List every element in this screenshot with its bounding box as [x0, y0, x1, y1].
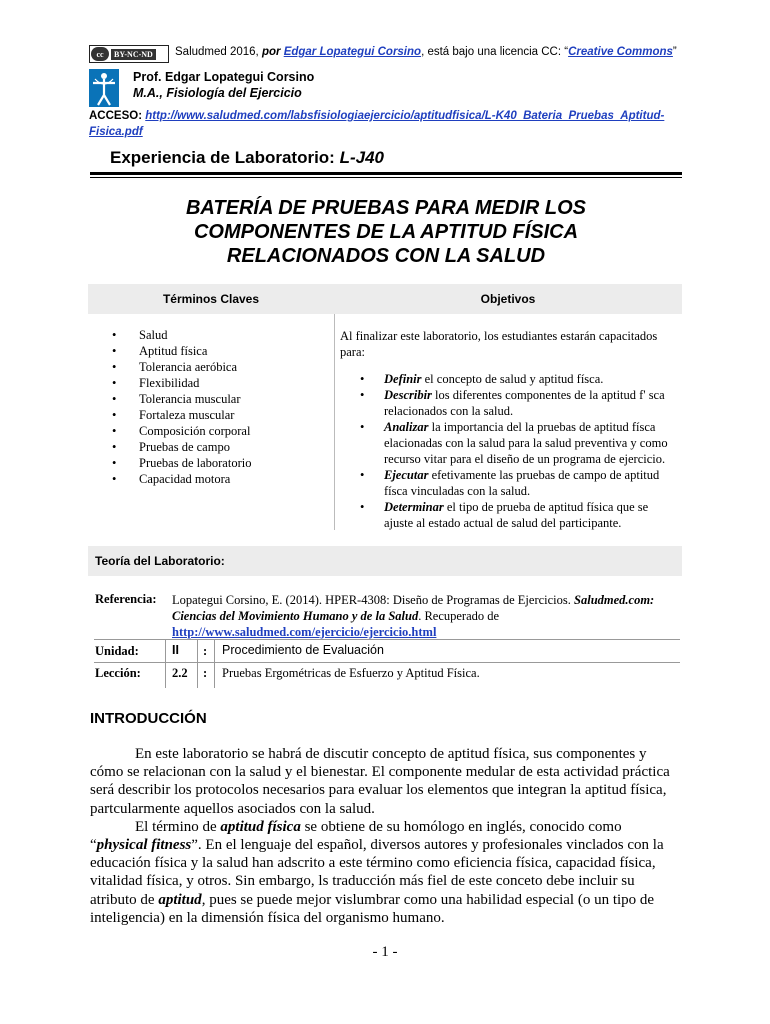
paragraph: El término de aptitud física se obtiene de su homólogo en inglés, conocido como “physical fitness”. En el lenguaje del español, diversos autores y profesionales vinclados con la educación física y la salud han adscrito a este término como eficiencia física, capacidad física, vitalidad física, y otros. Sin embargo, ls traducción más fiel de este conceto debe incluir su atributo de aptitud, pues se puede mejor vislumbrar como una habilidad especial (o un tipo de inteligencia) en la dimensión física del organismo humano.: [90, 818, 664, 926]
objectives-list: [360, 371, 680, 531]
reference-label: Referencia:: [95, 592, 157, 606]
introduction-heading: INTRODUCCIÓN: [90, 710, 207, 727]
access-link-continued[interactable]: Fisica.pdf: [89, 126, 143, 138]
objectives-header: Objetivos: [480, 292, 536, 306]
author-link[interactable]: Edgar Lopategui Corsino: [283, 46, 422, 58]
column-divider: [334, 314, 335, 530]
col-divider: [165, 640, 166, 688]
list-item: • Describir los diferentes componentes de la aptitud f' sca relacionados con la salud.: [360, 387, 680, 419]
unit-value: II: [172, 643, 179, 657]
list-item: • Determinar el tipo de prueba de aptitud física que se ajuste al estado actual de salud del participante.: [360, 499, 680, 531]
access-link[interactable]: http://www.saludmed.com/labsfisiologiaejercicio/aptitudfisica/L-K40_Bateria_Pruebas_Aptitud-: [145, 110, 665, 122]
access-url: ACCESO: http://www.saludmed.com/labsfisiologiaejercicio/aptitudfisica/L-K40_Bateria_Pruebas_Aptitud- Fisica.pdf: [89, 110, 665, 138]
lesson-label: Lección:: [95, 666, 141, 680]
saludmed-logo: [89, 69, 119, 107]
unit-colon: :: [203, 644, 208, 658]
key-terms-list: [112, 327, 251, 487]
theory-header: Teoría del Laboratorio:: [95, 554, 225, 568]
unit-description: Procedimiento de Evaluación: [222, 643, 384, 657]
cc-icon: cc: [91, 47, 109, 61]
list-item: • Tolerancia aeróbica: [112, 359, 251, 375]
col-divider: [197, 640, 198, 688]
creative-commons-link[interactable]: Creative Commons: [568, 46, 673, 58]
title-rule-thin: [90, 177, 682, 178]
list-item: • Pruebas de campo: [112, 439, 251, 455]
list-item: • Fortaleza muscular: [112, 407, 251, 423]
lab-title: Experiencia de Laboratorio: L-J40: [110, 148, 384, 167]
license-text: Saludmed 2016, por Edgar Lopategui Corsino, está bajo una licencia CC: “Creative Commons”: [175, 46, 677, 58]
author-name: Prof. Edgar Lopategui Corsino: [133, 70, 315, 84]
list-item: • Pruebas de laboratorio: [112, 455, 251, 471]
cc-by-label: BY-NC-ND: [111, 49, 156, 60]
row-divider: [94, 639, 680, 640]
list-item: • Aptitud física: [112, 343, 251, 359]
list-item: • Capacidad motora: [112, 471, 251, 487]
objectives-intro: Al finalizar este laboratorio, los estudiantes estarán capacitados para:: [340, 329, 658, 359]
list-item: • Composición corporal: [112, 423, 251, 439]
list-item: • Flexibilidad: [112, 375, 251, 391]
reference-link[interactable]: http://www.saludmed.com/ejercicio/ejercicio.html: [172, 625, 437, 639]
terms-header: Términos Claves: [162, 292, 260, 306]
license-line: [89, 43, 677, 65]
lesson-value: 2.2: [172, 666, 188, 680]
list-item: • Analizar la importancia del la pruebas de aptitud físca elacionadas con la salud para la salud preventiva y como recurso vitar para el diseño de un programa de ejercicio.: [360, 419, 680, 467]
row-divider: [94, 662, 680, 663]
author-title: M.A., Fisiología del Ejercicio: [133, 86, 302, 100]
list-item: • Ejecutar efetivamente las pruebas de campo de aptitud físca vinculadas con la salud.: [360, 467, 680, 499]
list-item: • Salud: [112, 327, 251, 343]
lesson-description: Pruebas Ergométricas de Esfuerzo y Aptitud Física.: [222, 666, 480, 680]
paragraph: En este laboratorio se habrá de discutir concepto de aptitud física, sus componentes y cómo se relacionan con la salud y el bienestar. El componente medular de esta actividad práctica será describir los protocolos necesarios para evaluar los elementos que integran la aptitud física, partcularmente aquellos asociados con la salud.: [90, 746, 670, 817]
lesson-colon: :: [203, 666, 208, 680]
page-number: - 1 -: [372, 944, 398, 960]
main-title: BATERÍA DE PRUEBAS PARA MEDIR LOS COMPONENTES DE LA APTITUD FÍSICA RELACIONADOS CON LA SALUD: [185, 197, 587, 267]
list-item: • Tolerancia muscular: [112, 391, 251, 407]
list-item: • Definir el concepto de salud y aptitud físca.: [360, 371, 680, 387]
title-rule: [90, 172, 682, 175]
unit-label: Unidad:: [95, 644, 139, 658]
introduction-body: [90, 745, 682, 927]
col-divider: [214, 640, 215, 688]
cc-license-badge[interactable]: [89, 45, 169, 63]
reference-text: Lopategui Corsino, E. (2014). HPER-4308: Diseño de Programas de Ejercicios. Saludmed.com: Ciencias del Movimiento Humano y de la Salud. Recuperado de http://www.saludmed.com/ejercicio/ejercicio.html: [172, 593, 655, 639]
